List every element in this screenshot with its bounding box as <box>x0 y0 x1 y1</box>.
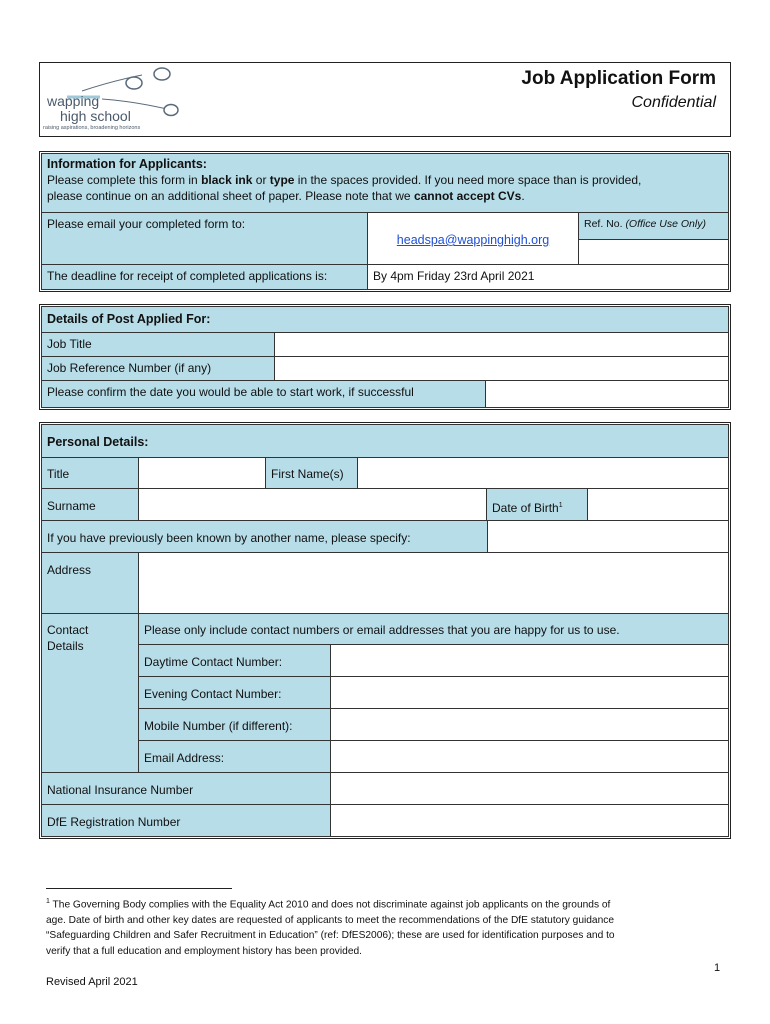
mobile-input[interactable] <box>330 708 729 741</box>
info-paragraph-2 <box>47 188 723 204</box>
info-bold-black-ink: black ink <box>201 173 253 187</box>
evening-label: Evening Contact Number: <box>138 676 331 709</box>
email-address-input[interactable] <box>330 740 729 773</box>
form-subtitle: Confidential <box>631 94 716 111</box>
surname-label: Surname <box>41 488 139 521</box>
deadline-label-cell: The deadline for receipt of completed applications is: <box>41 264 368 290</box>
footnote-marker: 1 <box>46 898 50 905</box>
ni-input[interactable] <box>330 772 729 805</box>
footnote-divider <box>46 888 232 889</box>
dob-label <box>486 488 588 521</box>
ref-label: Ref. No. <box>584 218 626 230</box>
title-input[interactable] <box>138 457 266 489</box>
job-ref-input[interactable] <box>274 356 729 381</box>
info-text: . <box>521 189 525 203</box>
dfe-label: DfE Registration Number <box>41 804 331 837</box>
form-title: Job Application Form <box>521 68 716 89</box>
dob-input[interactable] <box>587 488 729 521</box>
ref-note: (Office Use Only) <box>625 218 706 230</box>
title-label: Title <box>41 457 139 489</box>
footnote <box>46 894 726 959</box>
logo-text-wapping: wapping <box>47 93 100 109</box>
address-label: Address <box>41 552 139 614</box>
info-bold-no-cvs: cannot accept CVs <box>413 189 522 203</box>
ref-input[interactable] <box>578 239 729 265</box>
start-date-input[interactable] <box>485 380 729 408</box>
revised-date: Revised April 2021 <box>46 976 138 988</box>
first-names-label: First Name(s) <box>265 457 358 489</box>
mobile-label: Mobile Number (if different): <box>138 708 331 741</box>
start-date-label: Please confirm the date you would be able to start work, if successful <box>41 380 486 408</box>
dfe-input[interactable] <box>330 804 729 837</box>
contact-label-line2: Details <box>47 639 84 653</box>
info-text: please continue on an additional sheet of paper. Please note that we <box>47 189 414 203</box>
email-address-label: Email Address: <box>138 740 331 773</box>
ref-label-cell <box>578 212 729 240</box>
daytime-label: Daytime Contact Number: <box>138 644 331 677</box>
header-box <box>39 62 731 137</box>
daytime-input[interactable] <box>330 644 729 677</box>
footnote-line-4: verify that a full education and employment history has been provided. <box>46 945 362 957</box>
post-heading: Details of Post Applied For: <box>41 306 729 333</box>
surname-input[interactable] <box>138 488 487 521</box>
info-box <box>41 153 729 213</box>
info-heading: Information for Applicants: <box>47 157 207 171</box>
footnote-line-2: age. Date of birth and other key dates are requested of applicants to meet the recommendations of the DfE statutory guidance <box>46 914 615 926</box>
job-title-input[interactable] <box>274 332 729 357</box>
contact-label-line1: Contact <box>47 623 89 637</box>
logo-text-high-school: high school <box>60 108 131 124</box>
job-ref-label: Job Reference Number (if any) <box>41 356 275 381</box>
footnote-line-3: “Safeguarding Children and Safer Recruitment in Education” (ref: DfES2006); these are used for identification purposes and to <box>46 930 615 942</box>
info-text: in the spaces provided. If you need more space than is provided, <box>294 173 642 187</box>
email-cell <box>367 212 579 265</box>
other-name-input[interactable] <box>487 520 729 553</box>
info-paragraph-1 <box>47 172 723 188</box>
dob-text: Date of Birth <box>492 501 559 515</box>
logo-tagline: raising aspirations, broadening horizons <box>43 125 141 131</box>
contact-details-label <box>41 613 139 773</box>
email-label-cell: Please email your completed form to: <box>41 212 368 265</box>
footnote-line-1 <box>46 894 726 913</box>
deadline-value-cell: By 4pm Friday 23rd April 2021 <box>367 264 729 290</box>
address-input[interactable] <box>138 552 729 614</box>
other-name-label: If you have previously been known by another name, please specify: <box>41 520 488 553</box>
evening-input[interactable] <box>330 676 729 709</box>
first-names-input[interactable] <box>357 457 729 489</box>
job-title-label: Job Title <box>41 332 275 357</box>
dob-footnote-ref: 1 <box>558 502 563 509</box>
ni-label: National Insurance Number <box>41 772 331 805</box>
info-bold-type: type <box>269 173 295 187</box>
contact-note: Please only include contact numbers or email addresses that you are happy for us to use. <box>138 613 729 645</box>
page-number: 1 <box>714 962 721 974</box>
info-text: or <box>252 173 270 187</box>
footnote-text: The Governing Body complies with the Equality Act 2010 and does not discriminate against job applicants on the grounds of <box>49 899 611 911</box>
email-link[interactable]: headspa@wappinghigh.org <box>396 233 550 247</box>
personal-heading: Personal Details: <box>41 424 729 458</box>
info-text: Please complete this form in <box>47 173 202 187</box>
